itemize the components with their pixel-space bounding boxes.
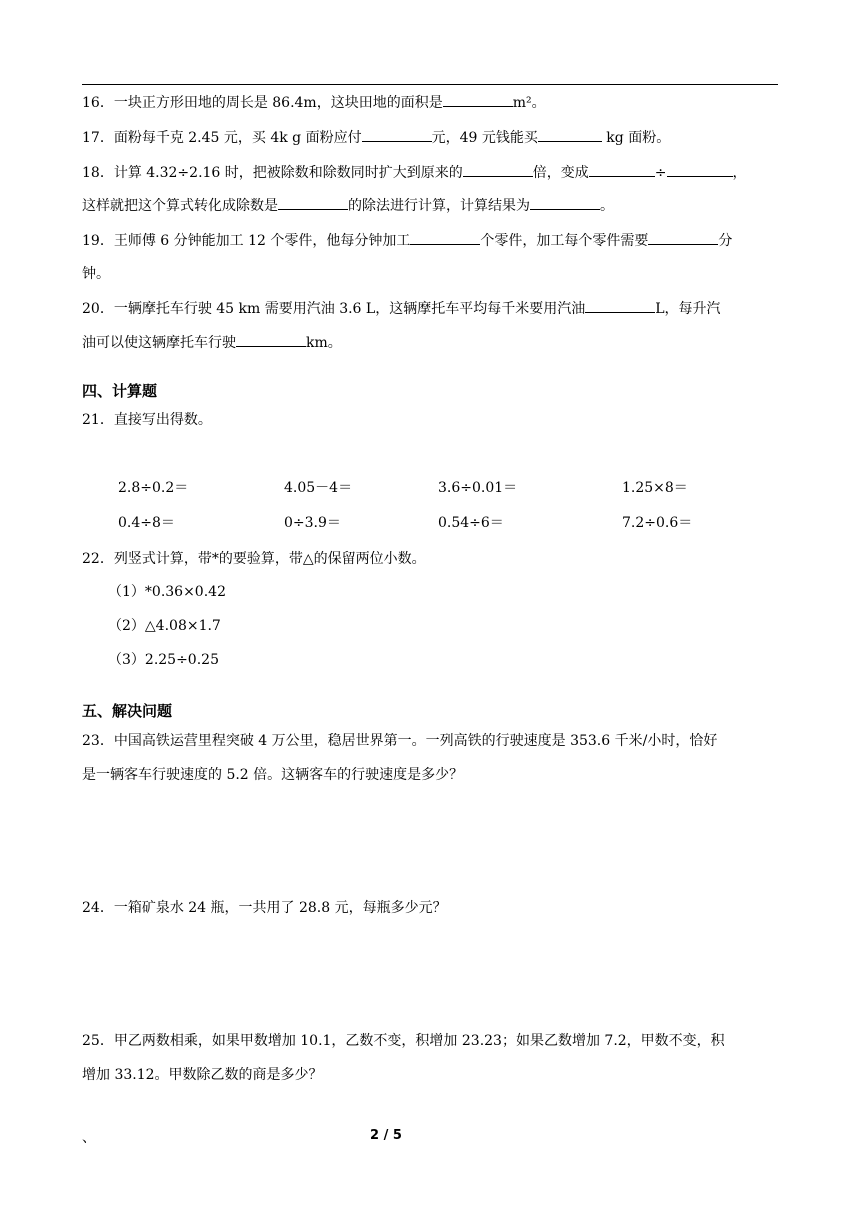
q20-text-a: 20．一辆摩托车行驶 45 km 需要用汽油 3.6 L，这辆摩托车平均每千米要用汽油 <box>82 301 586 317</box>
q18-text-d: ， <box>732 165 747 181</box>
q22-item-3: （3）2.25÷0.25 <box>108 652 219 668</box>
question-23-line-2: 是一辆客车行驶速度的 5.2 倍。这辆客车的行驶速度是多少？ <box>82 767 464 783</box>
question-21-title: 21．直接写出得数。 <box>82 412 212 428</box>
section-heading-word-problems: 五、解决问题 <box>82 702 173 720</box>
q18-text-f: 的除法进行计算，计算结果为 <box>348 198 530 214</box>
q22-item-2: （2）△4.08×1.7 <box>108 618 221 634</box>
question-18-line-2 <box>82 195 782 216</box>
page-number: 2 / 5 <box>370 1128 402 1143</box>
calc-item: 7.2÷0.6＝ <box>622 515 693 531</box>
answer-blank[interactable] <box>585 298 655 313</box>
calc-item: 0.54÷6＝ <box>438 515 504 531</box>
q20-text-c: 油可以使这辆摩托车行驶 <box>82 335 236 351</box>
answer-blank[interactable] <box>362 127 432 142</box>
division-sign: ÷ <box>654 165 667 181</box>
answer-blank[interactable] <box>648 230 718 245</box>
section-heading-calculation: 四、计算题 <box>82 382 158 400</box>
calc-item: 2.8÷0.2＝ <box>118 480 189 496</box>
answer-blank[interactable] <box>589 162 655 177</box>
question-20-line-2 <box>82 332 782 353</box>
q18-text-g: 。 <box>600 198 614 214</box>
q18-text-a: 18．计算 4.32÷2.16 时，把被除数和除数同时扩大到原来的 <box>82 165 463 181</box>
question-24: 24．一箱矿泉水 24 瓶，一共用了 28.8 元，每瓶多少元？ <box>82 900 447 916</box>
footer-mark: 、 <box>82 1130 96 1146</box>
q22-item-1: （1）*0.36×0.42 <box>108 584 226 600</box>
question-19-line-1 <box>82 230 782 251</box>
q18-text-b: 倍，变成 <box>532 165 589 181</box>
answer-blank[interactable] <box>236 332 306 347</box>
calc-item: 4.05－4＝ <box>284 480 353 496</box>
calc-item: 0÷3.9＝ <box>284 515 341 531</box>
answer-blank[interactable] <box>463 162 533 177</box>
question-16 <box>82 92 782 113</box>
answer-blank[interactable] <box>443 92 513 107</box>
q19-text-a: 19．王师傅 6 分钟能加工 12 个零件，他每分钟加工 <box>82 233 411 249</box>
calc-item: 0.4÷8＝ <box>118 515 175 531</box>
calc-item: 3.6÷0.01＝ <box>438 480 518 496</box>
question-17 <box>82 127 782 148</box>
q16-text: 16．一块正方形田地的周长是 86.4m，这块田地的面积是 <box>82 95 443 111</box>
q20-text-b: L，每升汽 <box>655 301 721 317</box>
q20-text-d: km。 <box>306 335 342 351</box>
calc-item: 1.25×8＝ <box>622 480 688 496</box>
q19-text-c: 分 <box>718 233 733 249</box>
answer-blank[interactable] <box>278 195 348 210</box>
q17-text-b: 元，49 元钱能买 <box>431 130 538 146</box>
answer-blank[interactable] <box>667 162 733 177</box>
q18-text-e: 这样就把这个算式转化成除数是 <box>82 198 278 214</box>
question-18-line-1 <box>82 162 782 183</box>
answer-blank[interactable] <box>410 230 480 245</box>
q17-text-c: kg 面粉。 <box>601 130 671 146</box>
q17-text-a: 17．面粉每千克 2.45 元，买 4k g 面粉应付 <box>82 130 362 146</box>
question-22-title: 22．列竖式计算，带*的要验算，带△的保留两位小数。 <box>82 551 426 567</box>
header-rule <box>82 84 778 85</box>
question-19-line-2: 钟。 <box>82 266 110 282</box>
question-25-line-2: 增加 33.12。甲数除乙数的商是多少？ <box>82 1067 323 1083</box>
answer-blank[interactable] <box>530 195 600 210</box>
question-20-line-1 <box>82 298 782 319</box>
q19-text-b: 个零件，加工每个零件需要 <box>480 233 649 249</box>
question-25-line-1: 25．甲乙两数相乘，如果甲数增加 10.1，乙数不变，积增加 23.23；如果乙数增加 7.2，甲数不变，积 <box>82 1033 725 1049</box>
q16-unit: m²。 <box>512 95 546 111</box>
question-23-line-1: 23．中国高铁运营里程突破 4 万公里，稳居世界第一。一列高铁的行驶速度是 353.6 千米/小时，恰好 <box>82 733 718 749</box>
answer-blank[interactable] <box>538 127 602 142</box>
